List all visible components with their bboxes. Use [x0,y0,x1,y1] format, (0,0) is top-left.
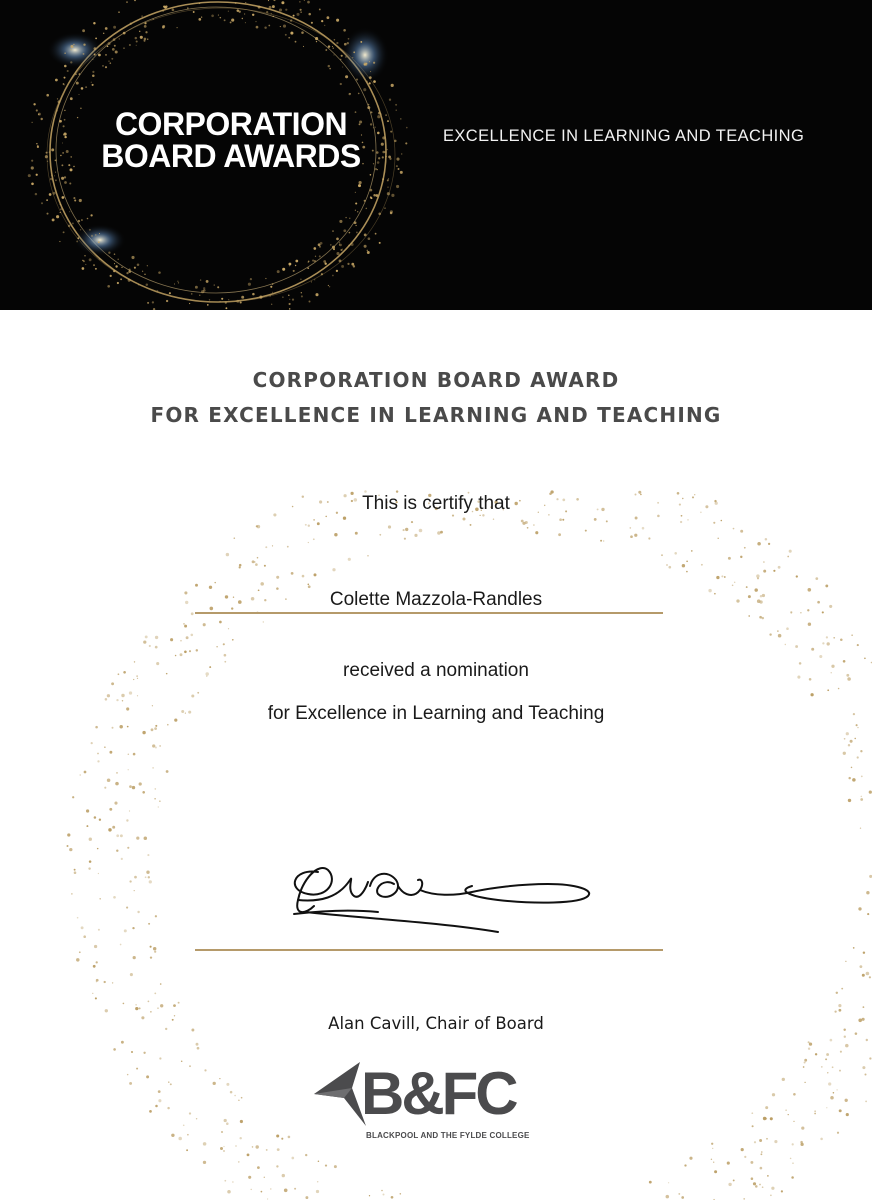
received-text: received a nomination [343,660,529,681]
college-abbrev: B&FC [361,1060,516,1127]
recipient-name: Colette Mazzola-Randles [329,589,543,610]
award-title-line-1: CORPORATION BOARD AWARD [252,368,620,392]
certify-text: This is certify that [362,493,510,514]
banner-tagline: EXCELLENCE IN LEARNING AND TEACHING [443,127,805,145]
signature-icon [258,850,608,942]
award-category-text: for Excellence in Learning and Teaching [267,703,605,724]
signature-line [195,949,663,951]
header-banner [0,0,872,310]
college-full-name: BLACKPOOL AND THE FYLDE COLLEGE [366,1131,530,1140]
awards-logo-text [86,108,376,172]
signer-name: Alan Cavill, Chair of Board [328,1014,544,1033]
logo-line-2: BOARD AWARDS [101,138,361,174]
logo-line-1: CORPORATION [114,106,348,142]
name-underline [195,612,663,614]
college-logo [314,1058,530,1148]
award-title-line-2: FOR EXCELLENCE IN LEARNING AND TEACHING [150,403,722,427]
